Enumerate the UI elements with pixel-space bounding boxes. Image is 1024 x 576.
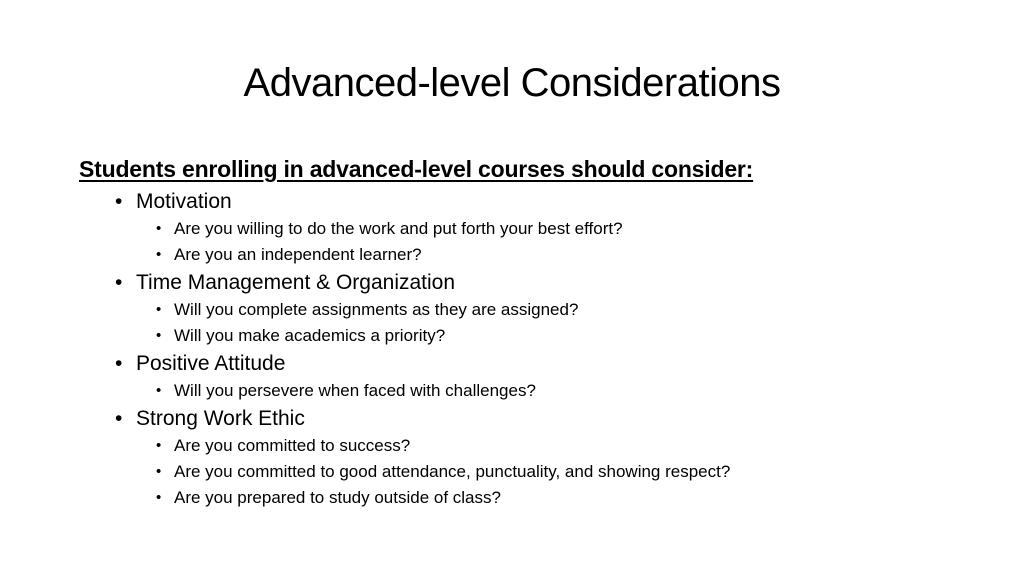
sub-bullet-text: Are you prepared to study outside of class? [174,488,501,507]
bullet-label: Strong Work Ethic [136,407,305,430]
bullet-item-motivation [79,187,979,268]
bullet-icon: • [156,327,162,344]
bullet-icon: • [115,271,123,294]
sub-bullet-item [79,378,979,404]
sub-bullet-item [79,459,979,485]
sub-bullet-item [79,216,979,242]
bullet-label: Motivation [136,190,232,213]
slide-title: Advanced-level Considerations [243,61,781,105]
sub-bullet-text: Will you make academics a priority? [174,326,446,345]
bullet-icon: • [156,220,162,237]
sub-bullet-item [79,485,979,511]
bullet-icon: • [156,437,162,454]
sub-bullet-text: Will you persevere when faced with challenges? [174,381,536,400]
bullet-list [79,187,979,511]
bullet-icon: • [115,190,123,213]
bullet-icon: • [156,246,162,263]
sub-bullet-list [136,433,979,511]
bullet-item-positive-attitude [79,349,979,404]
bullet-item-strong-work-ethic [79,404,979,511]
sub-bullet-text: Are you committed to success? [174,436,411,455]
sub-bullet-text: Are you an independent learner? [174,245,422,264]
bullet-icon: • [156,382,162,399]
bullet-icon: • [156,301,162,318]
sub-bullet-item [79,242,979,268]
bullet-label: Time Management & Organization [136,271,456,294]
bullet-icon: • [115,407,123,430]
sub-bullet-text: Are you committed to good attendance, punctuality, and showing respect? [174,462,731,481]
bullet-icon: • [156,489,162,506]
slide-heading: Students enrolling in advanced-level courses should consider: [79,156,754,182]
bullet-item-time-management [79,268,979,349]
bullet-icon: • [156,463,162,480]
bullet-label: Positive Attitude [136,352,286,375]
sub-bullet-list [136,297,979,349]
sub-bullet-item [79,323,979,349]
sub-bullet-list [136,378,979,404]
sub-bullet-item [79,297,979,323]
sub-bullet-list [136,216,979,268]
sub-bullet-text: Will you complete assignments as they are assigned? [174,300,579,319]
sub-bullet-item [79,433,979,459]
sub-bullet-text: Are you willing to do the work and put forth your best effort? [174,219,623,238]
slide-body [79,153,979,511]
bullet-icon: • [115,352,123,375]
